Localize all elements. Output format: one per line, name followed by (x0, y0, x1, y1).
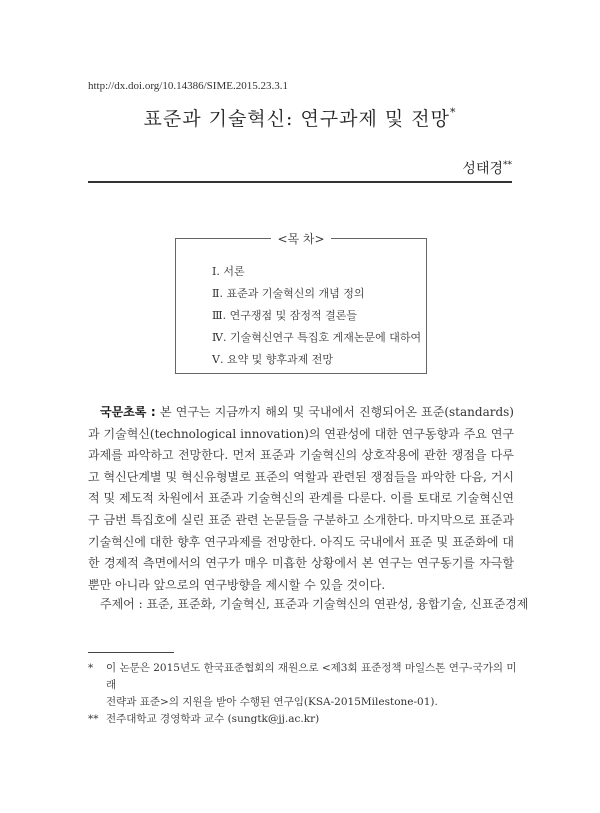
author-footnote-mark: ** (503, 160, 512, 171)
toc-item: Ⅳ. 기술혁신연구 특집호 게재논문에 대하여 (212, 331, 422, 344)
footnote-text: 전주대학교 경영학과 교수 (sungtk@jj.ac.kr) (106, 713, 320, 725)
toc-header (176, 230, 426, 247)
doi-link[interactable]: http://dx.doi.org/10.14386/SIME.2015.23.3.1 (88, 80, 288, 92)
footnote-affiliation (88, 711, 518, 728)
table-of-contents (175, 232, 427, 374)
toc-item: Ⅴ. 요약 및 향후과제 전망 (212, 353, 334, 366)
footnote-divider (88, 652, 174, 653)
footnote-text: 전략과 표준>의 지원을 받아 수행된 연구임(KSA-2015Milestone-01). (106, 696, 438, 708)
header-divider (88, 181, 512, 183)
footnote-funding (88, 660, 518, 711)
author-name-text: 성태경 (462, 161, 503, 177)
toc-item: Ⅰ. 서론 (212, 265, 245, 278)
footnotes (88, 660, 518, 728)
author-name (462, 158, 512, 178)
paper-title (0, 104, 600, 131)
footnote-mark: * (88, 662, 94, 674)
keywords: 주제어 : 표준, 표준화, 기술혁신, 표준과 기술혁신의 연관성, 융합기술, 신표준경제 (100, 597, 529, 611)
footnote-mark: ** (88, 713, 99, 725)
paper-title-text: 표준과 기술혁신: 연구과제 및 전망 (143, 108, 451, 130)
korean-abstract (88, 402, 514, 596)
title-footnote-mark: * (450, 105, 457, 119)
abstract-body: 본 연구는 지금까지 해외 및 국내에서 진행되어온 표준(standards)과 기술혁신(technological innovation)의 연관성에 대한 연구동향과 주요 연구과제를 파악하고 전망한다. 먼저 표준과 기술혁신의 상호작용에 관한 쟁점을 다루고 혁신단계별 및 혁신유형별로 표준의 역할과 관련된 쟁점들을 파악한 다음, 거시적 및 제도적 차원에서 표준과 기술혁신의 관계를 다룬다. 이를 토대로 기술혁신연구 금번 특집호에 실린 표준 관련 논문들을 구분하고 소개한다. 마지막으로 표준과 기술혁신에 대한 향후 연구과제를 전망한다. 아직도 국내에서 표준 및 표준화에 대한 경제적 측면에서의 연구가 매우 미흡한 상황에서 본 연구는 연구동기를 자극할 뿐만 아니라 앞으로의 연구방향을 제시할 수 있을 것이다. (88, 405, 514, 592)
toc-list (212, 261, 421, 371)
toc-item: Ⅲ. 연구쟁점 및 잠정적 결론들 (212, 309, 357, 322)
toc-item: Ⅱ. 표준과 기술혁신의 개념 정의 (212, 287, 365, 300)
footnote-text: 이 논문은 2015년도 한국표준협회의 재원으로 <제3회 표준정책 마일스톤 연구-국가의 미래 (106, 662, 517, 691)
abstract-lead: 국문초록 : (100, 405, 156, 419)
toc-header-text: <목 차> (271, 232, 330, 246)
